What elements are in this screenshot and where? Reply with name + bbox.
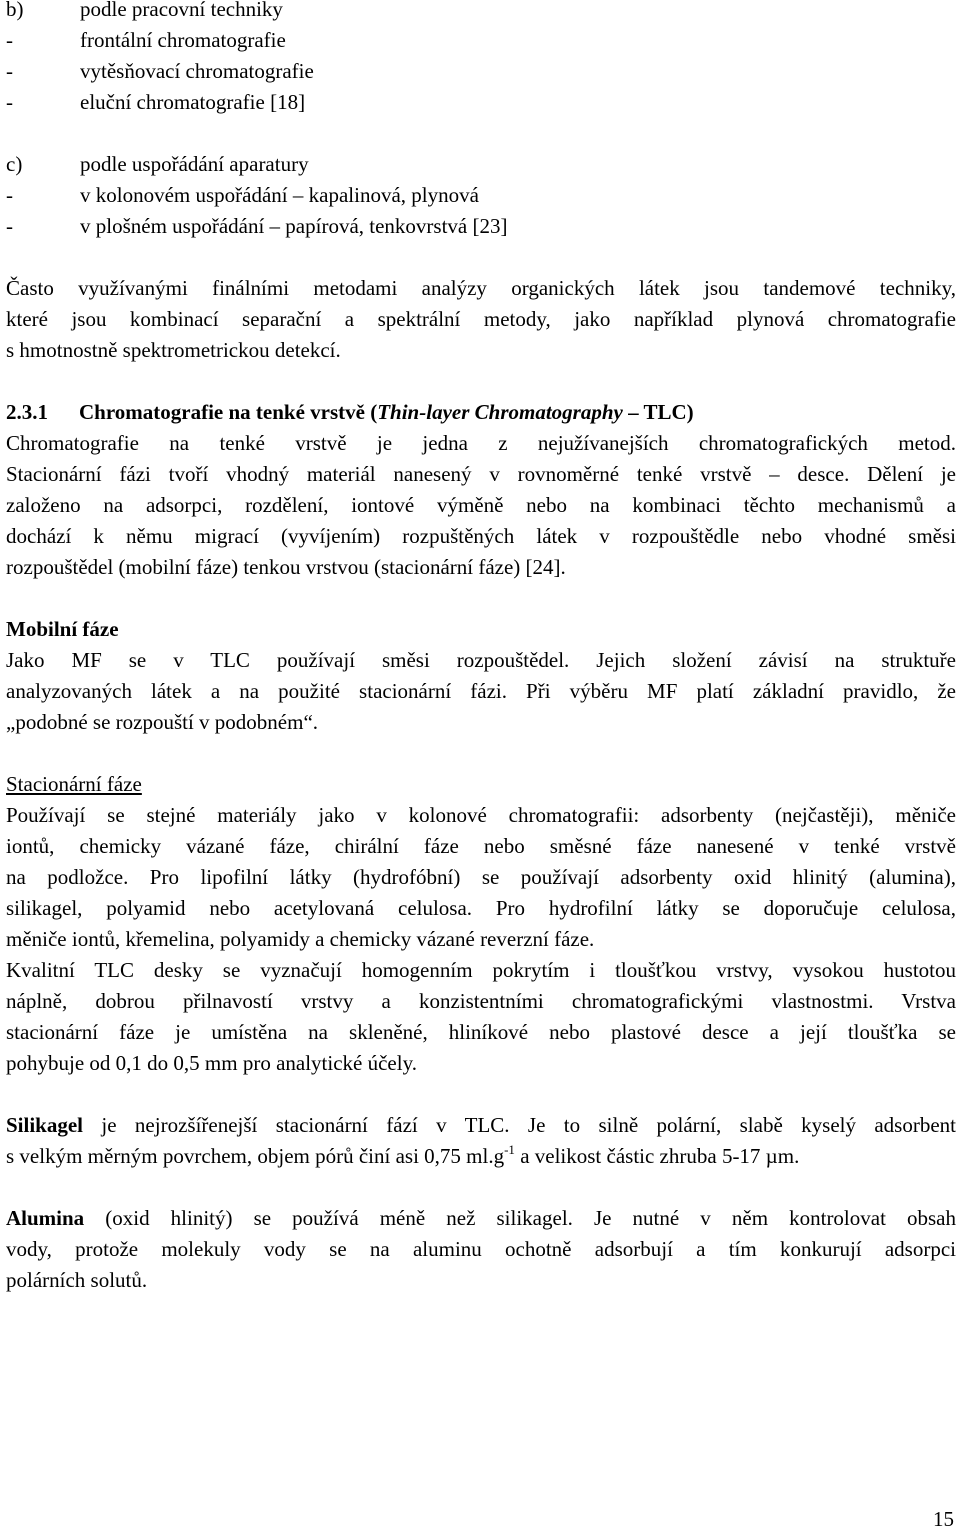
superscript: -1: [504, 1142, 515, 1157]
paragraph-line: které jsou kombinací separační a spektrální metody, jako například plynová chromatografie: [6, 307, 956, 331]
section-heading: [6, 397, 956, 428]
mobile-phase-paragraph: [6, 645, 956, 738]
paragraph-line: Chromatografie na tenké vrstvě je jedna z nejužívanejších chromatografických metod.: [6, 431, 956, 455]
paragraph-line: analyzovaných látek a na použité stacionární fázi. Při výběru MF platí základní pravidlo, že: [6, 679, 956, 703]
list-title: podle pracovní techniky: [80, 0, 283, 21]
paragraph-line: pohybuje od 0,1 do 0,5 mm pro analytické účely.: [6, 1051, 417, 1075]
mobile-phase-heading: Mobilní fáze: [6, 617, 119, 641]
list-item: [6, 180, 956, 211]
paragraph-line: silikagel, polyamid nebo acetylovaná celulosa. Pro hydrofilní látky se doporučuje celulosa,: [6, 896, 956, 920]
paragraph-line: měniče iontů, křemelina, polyamidy a chemicky vázané reverzní fáze.: [6, 927, 595, 951]
alumina-paragraph: [6, 1203, 956, 1296]
paragraph-line: Jako MF se v TLC používají směsi rozpouštědel. Jejich složení závisí na struktuře: [6, 648, 956, 672]
list-dash: -: [6, 28, 13, 52]
paragraph-line: polárních solutů.: [6, 1268, 148, 1292]
silikagel-paragraph: [6, 1110, 956, 1172]
list-item: [6, 211, 956, 242]
term-silikagel: Silikagel: [6, 1113, 84, 1137]
list-title: podle uspořádání aparatury: [80, 152, 309, 176]
paragraph-line: [6, 1110, 956, 1141]
stationary-phase-heading: [6, 769, 956, 800]
list-item: [6, 56, 956, 87]
page-number: 15: [933, 1507, 954, 1531]
list-label: c): [6, 152, 23, 176]
list-item: [6, 25, 956, 56]
paragraph-line: náplně, dobrou přilnavostí vrstvy a konzistentními chromatografickými vlastnostmi. Vrstva: [6, 989, 956, 1013]
list-item-text: frontální chromatografie: [80, 28, 286, 52]
paragraph-text: je nejrozšířenejší stacionární fází v TLC. Je to silně polární, slabě kyselý adsorbent: [83, 1113, 956, 1137]
paragraph-text: s velkým měrným povrchem, objem pórů činí asi 0,75 ml.g: [6, 1144, 505, 1168]
term-alumina: Alumina: [6, 1206, 85, 1230]
list-heading-c: [6, 149, 956, 180]
stationary-phase-paragraph: [6, 800, 956, 1079]
paragraph-line: založeno na adsorpci, rozdělení, iontové výměně nebo na kombinaci těchto mechanismů a: [6, 493, 956, 517]
document-page: [6, 0, 956, 1296]
paragraph-line: Používají se stejné materiály jako v kolonové chromatografii: adsorbenty (nejčastěji), měniče: [6, 803, 956, 827]
list-item: [6, 87, 956, 118]
heading-text-end: – TLC): [622, 400, 694, 424]
paragraph-line: stacionární fáze je umístěna na skleněné, hliníkové nebo plastové desce a její tloušťka se: [6, 1020, 956, 1044]
section-number: 2.3.1: [6, 400, 48, 424]
paragraph-line: Kvalitní TLC desky se vyznačují homogenním pokrytím i tloušťkou vrstvy, vysokou hustotou: [6, 958, 956, 982]
paragraph-line: Často využívanými finálními metodami analýzy organických látek jsou tandemové techniky,: [6, 276, 956, 300]
paragraph-line: vody, protože molekuly vody se na aluminu ochotně adsorbují a tím konkurují adsorpci: [6, 1237, 956, 1261]
intro-paragraph: [6, 273, 956, 366]
paragraph-line: iontů, chemicky vázané fáze, chirální fáze nebo směsné fáze nanesené v tenké vrstvě: [6, 834, 956, 858]
paragraph-line: „podobné se rozpouští v podobném“.: [6, 710, 319, 734]
paragraph-text: (oxid hlinitý) se používá méně než silikagel. Je nutné v něm kontrolovat obsah: [84, 1206, 956, 1230]
list-item-text: v kolonovém uspořádání – kapalinová, plynová: [80, 183, 479, 207]
paragraph-line: dochází k němu migrací (vyvíjením) rozpuštěných látek v rozpouštědle nebo vhodné směsi: [6, 524, 956, 548]
list-item-text: vytěsňovací chromatografie: [80, 59, 314, 83]
tlc-paragraph: [6, 428, 956, 583]
paragraph-line: [6, 1141, 956, 1172]
list-dash: -: [6, 90, 13, 114]
list-label: b): [6, 0, 24, 21]
heading-text: Chromatografie na tenké vrstvě (: [79, 400, 378, 424]
list-dash: -: [6, 59, 13, 83]
paragraph-text: a velikost částic zhruba 5-17 µm.: [514, 1144, 800, 1168]
stationary-phase-heading-text: Stacionární fáze: [6, 772, 142, 796]
list-dash: -: [6, 183, 13, 207]
list-heading-b: [6, 0, 956, 25]
list-item-text: eluční chromatografie [18]: [80, 90, 306, 114]
paragraph-line: na podložce. Pro lipofilní látky (hydrofóbní) se používají adsorbenty oxid hlinitý (alumina),: [6, 865, 956, 889]
list-dash: -: [6, 214, 13, 238]
paragraph-line: Stacionární fázi tvoří vhodný materiál nanesený v rovnoměrné tenké vrstvě – desce. Dělení je: [6, 462, 956, 486]
paragraph-line: s hmotnostně spektrometrickou detekcí.: [6, 338, 341, 362]
paragraph-line: [6, 1203, 956, 1234]
paragraph-line: rozpouštědel (mobilní fáze) tenkou vrstvou (stacionární fáze) [24].: [6, 555, 566, 579]
list-item-text: v plošném uspořádání – papírová, tenkovrstvá [23]: [80, 214, 508, 238]
heading-italic: Thin-layer Chromatography: [377, 400, 623, 424]
